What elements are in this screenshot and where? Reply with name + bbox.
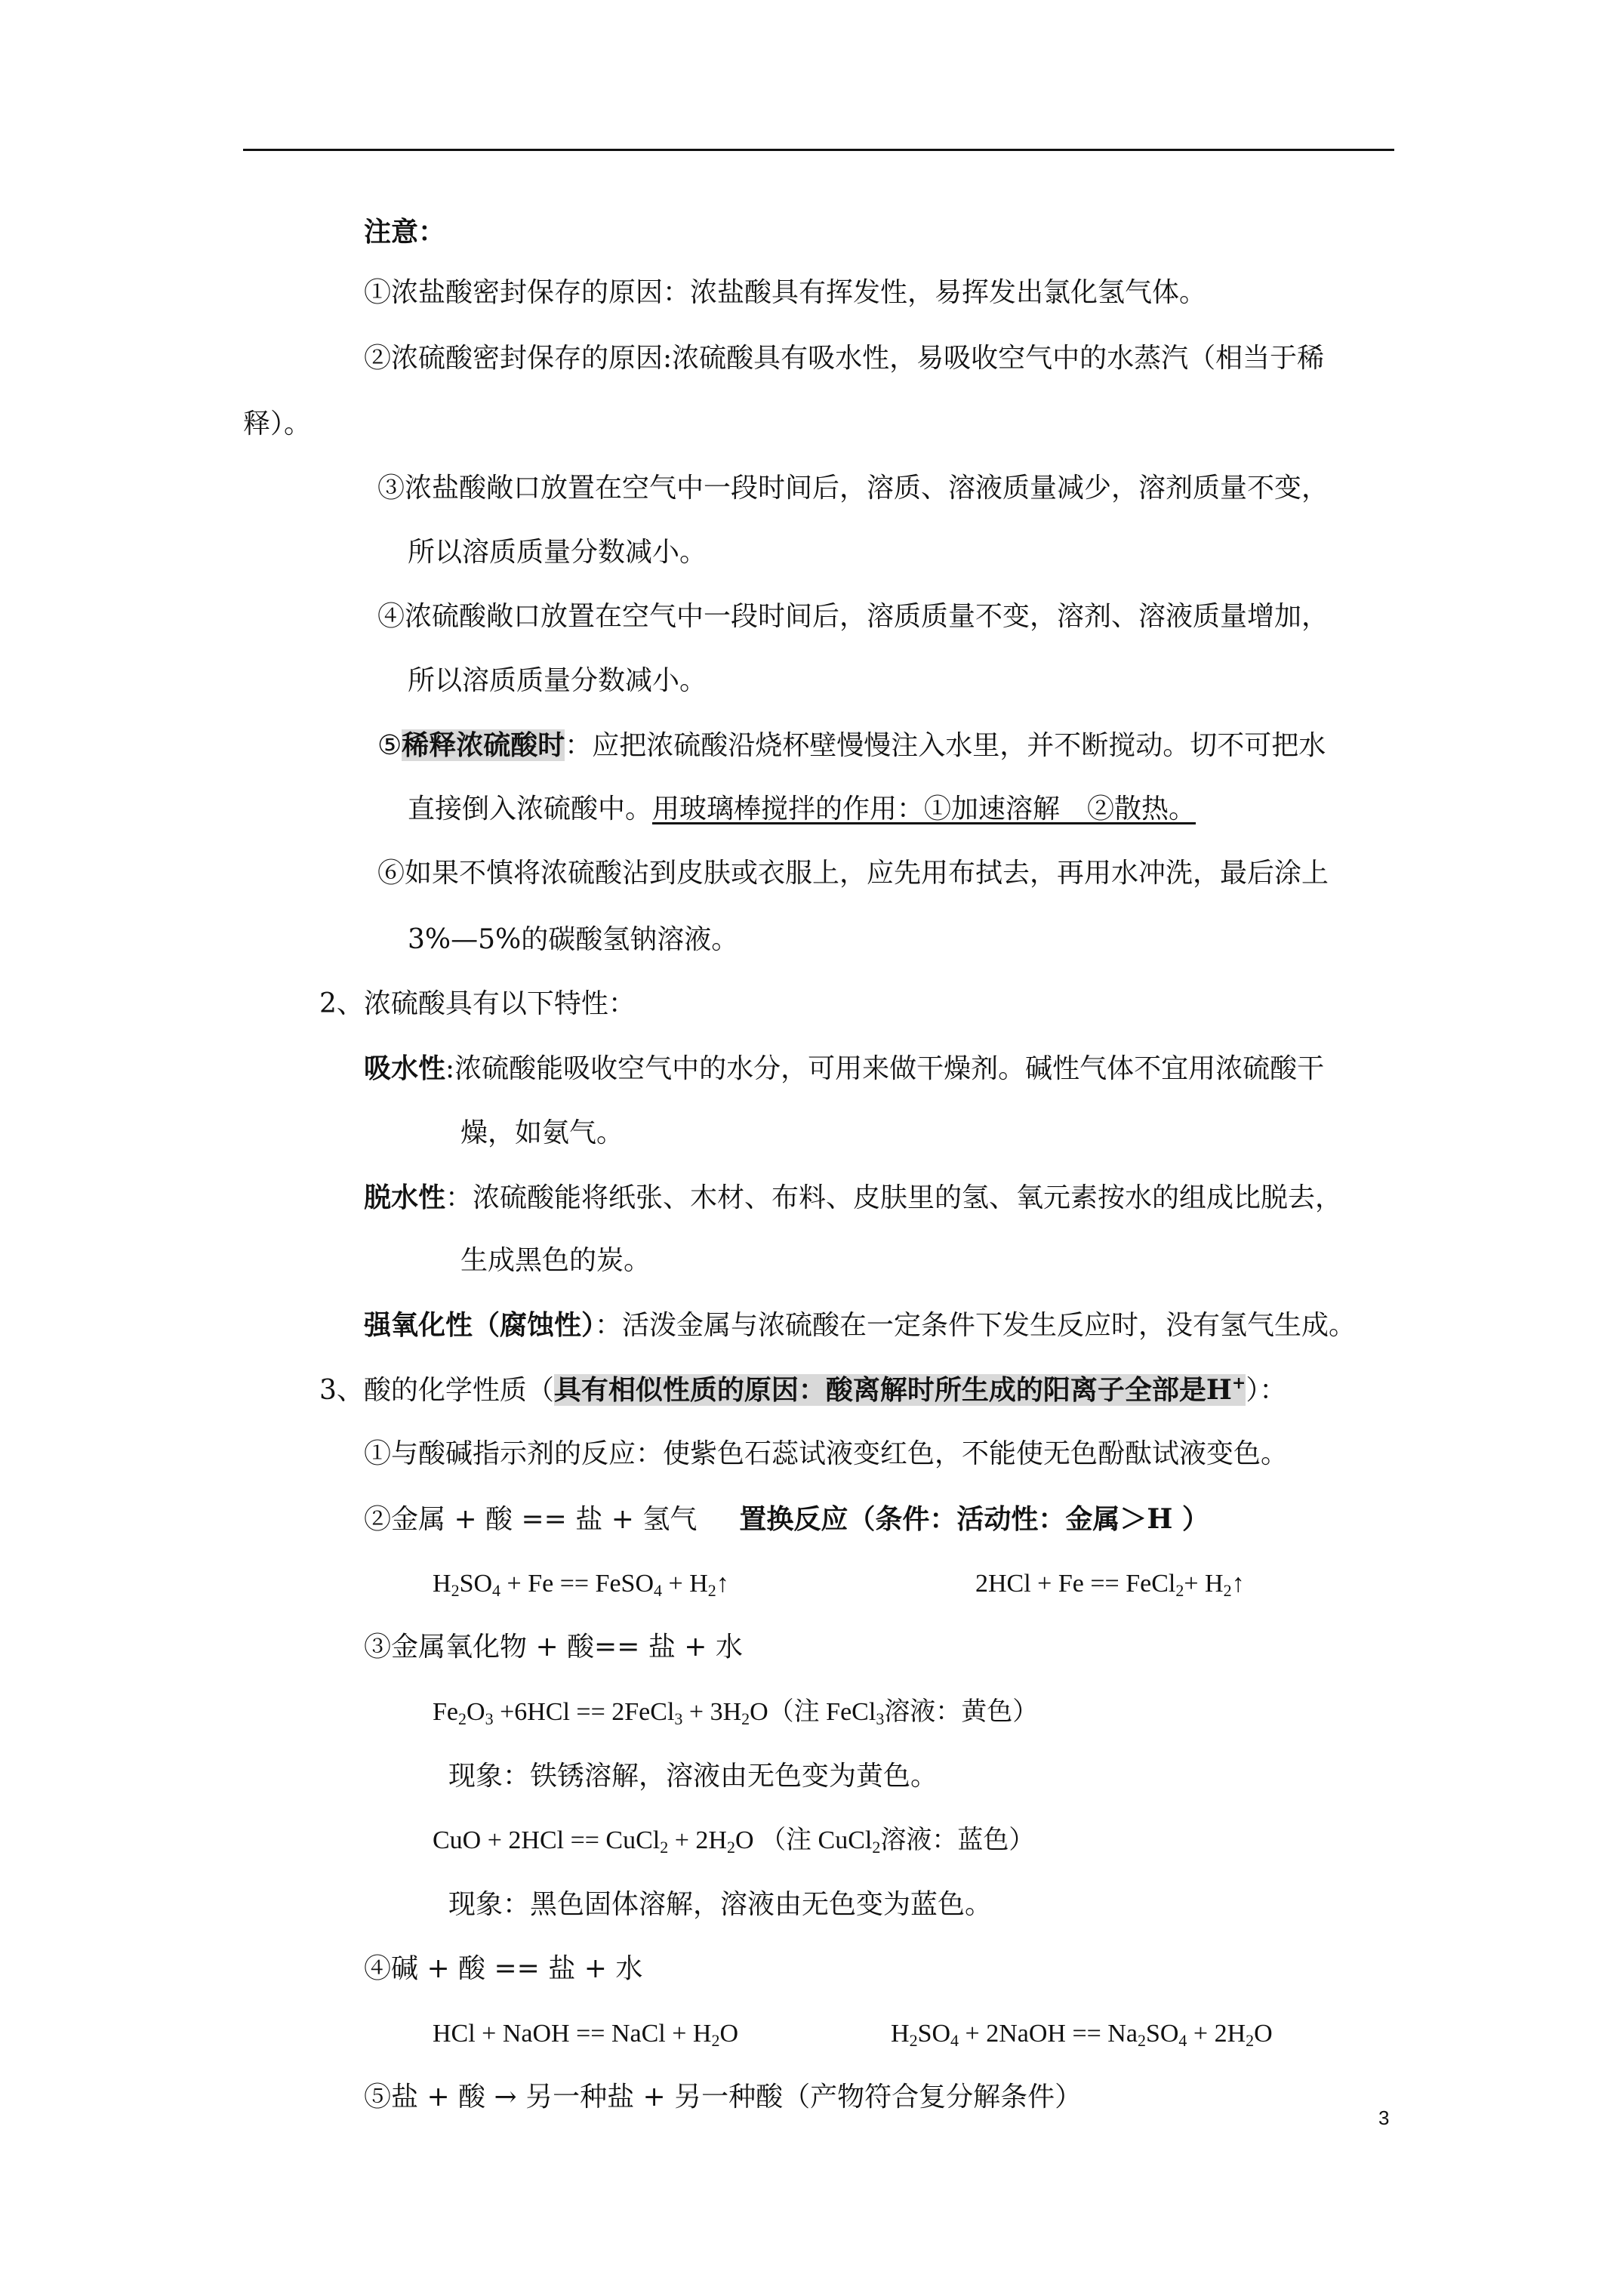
eq-sub: 2: [741, 1709, 750, 1728]
equation-cuo-hcl: [433, 1823, 1034, 1859]
notice-item-5-underlined: 用玻璃棒搅拌的作用：①加速溶解 ②散热。: [652, 794, 1196, 824]
acid-property-1: ①与酸碱指示剂的反应：使紫色石蕊试液变红色，不能使无色酚酞试液变色。: [364, 1438, 1289, 1469]
observation-rust: 现象：铁锈溶解，溶液由无色变为黄色。: [448, 1761, 938, 1792]
eq-part: CuO + 2HCl == CuCl: [433, 1826, 661, 1854]
equation-fe2o3-hcl: [433, 1694, 1038, 1730]
property-absorb-cont: 燥，如氨气。: [460, 1117, 624, 1148]
eq-part: + 2H: [668, 1826, 727, 1854]
acid-property-5: ⑤盐 + 酸 → 另一种盐 + 另一种酸（产物符合复分解条件）: [364, 2082, 1083, 2113]
property-absorb: [364, 1050, 1324, 1087]
acid-property-4: ④碱 + 酸 == 盐 + 水: [364, 1953, 643, 1984]
notice-item-5-text: ：应把浓硫酸沿烧杯壁慢慢注入水里，并不断搅动。切不可把水: [565, 730, 1326, 761]
eq-part: 溶液：黄色）: [884, 1698, 1039, 1726]
eq-part: ↑: [716, 1570, 729, 1598]
section-3-title-sup: +: [1231, 1373, 1246, 1393]
notice-item-2: ②浓硫酸密封保存的原因:浓硫酸具有吸水性，易吸收空气中的水蒸汽（相当于稀: [364, 343, 1325, 374]
eq-part: + 3H: [682, 1698, 742, 1726]
observation-black-solid: 现象：黑色固体溶解，溶液由无色变为蓝色。: [448, 1889, 993, 1920]
eq-part: SO: [917, 2020, 951, 2048]
eq-sub: 2: [711, 2031, 720, 2050]
eq-sub: 2: [1223, 1581, 1232, 1600]
eq-sub: 2: [726, 1838, 735, 1857]
eq-part: +6HCl == 2FeCl: [493, 1698, 675, 1726]
property-dehydrate-text: ：浓硫酸能将纸张、木材、布料、皮肤里的氢、氧元素按水的组成比脱去，: [445, 1182, 1343, 1213]
eq-part: SO: [459, 1570, 493, 1598]
eq-part: O: [1254, 2020, 1273, 2048]
header-rule: [243, 149, 1394, 151]
eq-sub: 2: [451, 1581, 460, 1600]
eq-part: + 2NaOH == Na: [959, 2020, 1138, 2048]
section-3-title-start: 3、酸的化学性质（: [319, 1375, 554, 1406]
section-3-title-highlight-text: 具有相似性质的原因：酸离解时所生成的阳离子全部是H: [553, 1374, 1232, 1406]
eq-part: H: [891, 2020, 910, 2048]
equation-h2so4-fe: [433, 1566, 729, 1602]
eq-sub: 2: [660, 1838, 669, 1857]
acid-property-2: [364, 1501, 1209, 1538]
eq-sub: 2: [1175, 1581, 1184, 1600]
acid-property-2-text: ②金属 + 酸 == 盐 + 氢气: [364, 1504, 698, 1535]
property-dehydrate: [364, 1179, 1342, 1216]
eq-sub: 2: [1137, 2031, 1146, 2050]
eq-part: + H: [1184, 1570, 1224, 1598]
notice-item-5-number: ⑤: [377, 730, 402, 761]
eq-sub: 2: [872, 1838, 881, 1857]
property-absorb-text: :浓硫酸能吸收空气中的水分，可用来做干燥剂。碱性气体不宜用浓硫酸干: [445, 1053, 1325, 1084]
notice-item-3: ③浓盐酸敞口放置在空气中一段时间后，溶质、溶液质量减少，溶剂质量不变，: [377, 473, 1329, 504]
property-absorb-label: 吸水性: [364, 1052, 446, 1084]
eq-sub: 2: [909, 2031, 918, 2050]
property-dehydrate-cont: 生成黑色的炭。: [460, 1245, 651, 1276]
eq-part: + H: [662, 1570, 708, 1598]
property-oxidize-text: ：活泼金属与浓硫酸在一定条件下发生反应时，没有氢气生成。: [595, 1310, 1357, 1341]
notice-item-4-cont: 所以溶质质量分数减小。: [408, 665, 707, 696]
notice-item-5-bold: 稀释浓硫酸时: [402, 729, 565, 761]
notice-item-6-cont: 3%—5%的碳酸氢钠溶液。: [408, 924, 739, 955]
notice-item-5: [377, 727, 1326, 764]
notice-item-4: ④浓硫酸敞口放置在空气中一段时间后，溶质质量不变，溶剂、溶液质量增加，: [377, 601, 1329, 632]
property-oxidize: [364, 1307, 1356, 1344]
eq-sub: 2: [1246, 2031, 1255, 2050]
eq-sub: 4: [654, 1581, 663, 1600]
section-3-title: [319, 1372, 1286, 1409]
notice-item-3-cont: 所以溶质质量分数减小。: [408, 537, 707, 568]
acid-property-2-bold: 置换反应（条件：活动性：金属＞H ）: [739, 1503, 1209, 1535]
notice-item-5-cont-text: 直接倒入浓硫酸中。: [408, 794, 653, 824]
eq-part: O: [719, 2020, 739, 2048]
notice-item-2-cont: 释）。: [243, 408, 312, 439]
eq-sub: 4: [1178, 2031, 1187, 2050]
eq-part: H: [433, 1570, 451, 1598]
eq-part: 2HCl + Fe == FeCl: [975, 1570, 1176, 1598]
acid-property-3: ③金属氧化物 + 酸== 盐 + 水: [364, 1632, 743, 1663]
equation-hcl-naoh: [433, 2016, 738, 2052]
eq-part: + 2H: [1187, 2020, 1246, 2048]
eq-part: O: [467, 1698, 485, 1726]
section-2-title: 2、浓硫酸具有以下特性：: [319, 988, 636, 1019]
eq-part: Fe: [433, 1698, 458, 1726]
notice-item-5-cont: [408, 791, 1196, 827]
property-oxidize-label: 强氧化性（腐蚀性）: [364, 1309, 596, 1341]
page-number: 3: [1378, 2106, 1390, 2129]
eq-sub: 3: [674, 1709, 683, 1728]
section-3-title-highlight: [554, 1374, 1246, 1406]
eq-part: HCl + NaOH == NaCl + H: [433, 2020, 712, 2048]
notice-item-1: ①浓盐酸密封保存的原因：浓盐酸具有挥发性，易挥发出氯化氢气体。: [364, 277, 1207, 308]
eq-part: + Fe == FeSO: [500, 1570, 654, 1598]
notice-title: 注意：: [364, 216, 446, 248]
property-dehydrate-label: 脱水性: [364, 1182, 446, 1213]
eq-part: O（注 FeCl: [750, 1698, 876, 1726]
eq-part: O （注 CuCl: [735, 1826, 873, 1854]
eq-part: 溶液：蓝色）: [880, 1826, 1035, 1854]
notice-item-6: ⑥如果不慎将浓硫酸沾到皮肤或衣服上，应先用布拭去，再用水冲洗，最后涂上: [377, 858, 1329, 889]
eq-sub: 2: [458, 1709, 467, 1728]
equation-hcl-fe: [975, 1566, 1245, 1602]
eq-sub: 4: [950, 2031, 959, 2050]
eq-sub: 4: [492, 1581, 501, 1600]
eq-sub: 3: [876, 1709, 885, 1728]
eq-part: SO: [1145, 2020, 1179, 2048]
eq-part: ↑: [1231, 1570, 1245, 1598]
section-3-title-end: ）：: [1246, 1375, 1287, 1406]
eq-sub: 2: [707, 1581, 716, 1600]
eq-sub: 3: [485, 1709, 494, 1728]
equation-h2so4-naoh: [891, 2016, 1273, 2052]
